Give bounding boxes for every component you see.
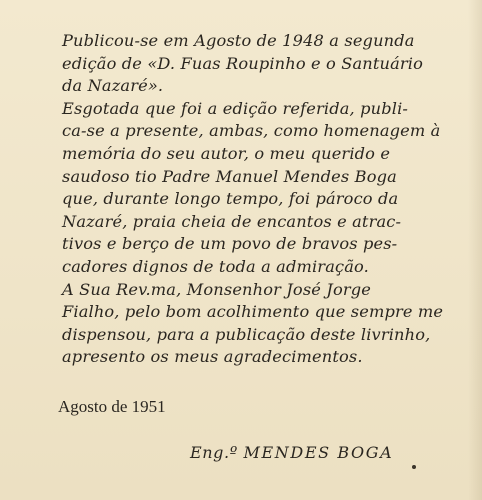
ink-dot <box>412 465 416 469</box>
signature-title: Eng.º <box>190 443 238 462</box>
text-line: que, durante longo tempo, foi pároco da <box>62 189 399 209</box>
text-line: dispensou, para a publicação deste livrinho, <box>62 324 431 344</box>
text-line: Esgotada que foi a edição referida, publi- <box>62 98 409 118</box>
text-line: tivos e berço de um povo de bravos pes- <box>62 234 398 254</box>
page-edge-shadow <box>468 0 482 500</box>
dedication-text <box>62 30 442 369</box>
text-line: apresento os meus agradecimentos. <box>62 347 363 367</box>
text-line: cadores dignos de toda a admiração. <box>62 256 369 276</box>
signature-name: MENDES BOGA <box>243 443 394 462</box>
text-line: Publicou-se em Agosto de 1948 a segunda <box>62 31 415 50</box>
text-line: Fialho, pelo bom acolhimento que sempre me <box>62 302 444 322</box>
text-line: ca-se a presente, ambas, como homenagem à <box>62 121 441 141</box>
text-line: saudoso tio Padre Manuel Mendes Boga <box>62 166 397 186</box>
text-line: Nazaré, praia cheia de encantos e atrac- <box>62 211 402 231</box>
date-line: Agosto de 1951 <box>58 397 166 416</box>
text-line: da Nazaré». <box>62 76 164 96</box>
text-line: A Sua Rev.ma, Monsenhor José Jorge <box>62 279 371 299</box>
signature <box>190 443 393 462</box>
text-line: memória do seu autor, o meu querido e <box>62 143 391 163</box>
text-line: edição de «D. Fuas Roupinho e o Santuário <box>62 53 423 73</box>
